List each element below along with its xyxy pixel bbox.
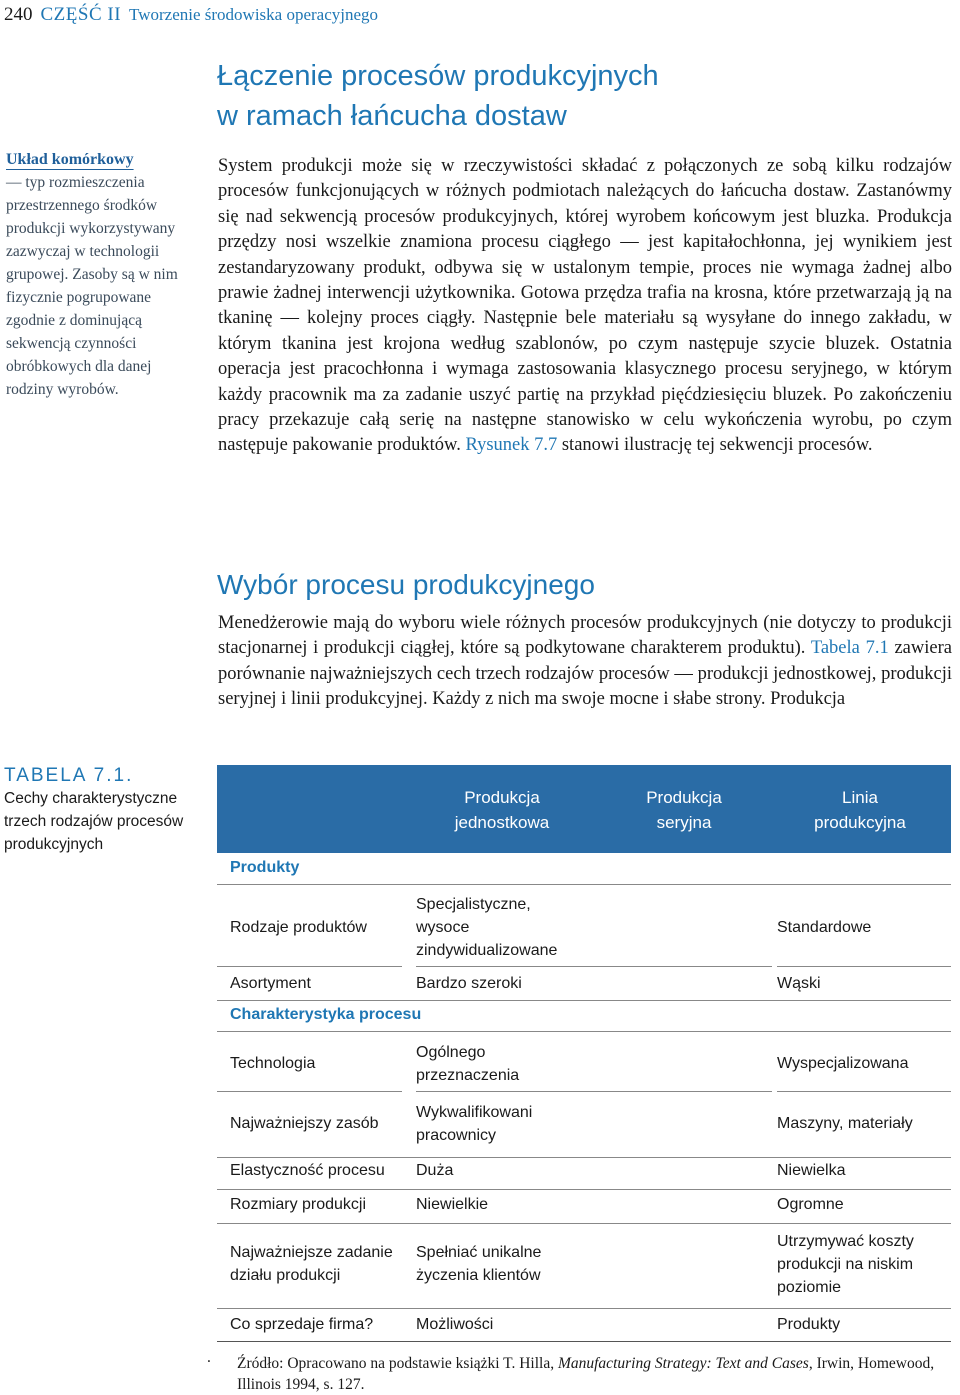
row-divider [217, 1189, 951, 1190]
cell-job-shop: Duża [416, 1162, 454, 1179]
row-divider [217, 1091, 402, 1092]
row-divider [217, 1031, 951, 1032]
table-bottom-rule [217, 1341, 951, 1342]
table-caption-text: Cechy charakterystyczne trzech rodzajów procesów produkcyjnych [4, 790, 184, 853]
table-row [217, 1159, 951, 1183]
cell-job-shop: Specjalistyczne, wysoce zindywidualizowane [416, 896, 558, 959]
table-row [217, 1041, 951, 1089]
paragraph-text: System produkcji może się w rzeczywistości składać z połączonych ze sobą kilku rodzajów procesów funkcjonujących w różnych podmiotach należących do łańcucha dostaw. Zastanówmy się nad sekwencją procesów produkcyjnych, której wyrobem końcowym jest bluzka. Produkcja przędzy nosi wszelkie znamiona procesu ciągłego — jest kapitałochłonna, jej wynikiem jest zestandaryzowany produkt, odbywa się w ustalonym tempie, proces nie wymaga żadnej albo prawie żadnej interwencji użytkownika. Gotowa przędza trafia na krosna, które przetwarzają ją na tkaninę — kolejny proces ciągły. Następnie bele materiału są wysyłane do innego zakładu, w którym tkanina jest krojona według szablonów, po czym następuje szycie bluzek. Ostatnia operacja jest pracochłonna i wymaga zastosowania klasycznego procesu seryjnego, w którym każdy pracownik ma za zadanie uszyć partię na przykład pięćdziesięciu bluzek. Po zakończeniu pracy przekazuje całą serię na następne stanowisko w celu wykończenia wyrobu, po czym następuje pakowanie produktów. [218, 156, 952, 456]
table-label: TABELA 7.1. [4, 765, 134, 786]
glossary-note [6, 148, 201, 401]
row-divider [217, 1157, 951, 1158]
cell-line: Wąski [777, 975, 821, 992]
cell-line: Standardowe [777, 919, 872, 936]
cell-line: Utrzymywać koszty produkcji na niskim poziomie [777, 1233, 914, 1296]
cell-line: Produkty [777, 1316, 841, 1333]
footnote-text [207, 1353, 947, 1395]
cell-job-shop: Wykwalifikowani pracownicy [416, 1104, 533, 1144]
paragraph-text-end: zawiera porównanie najważniejszych cech trzech rodzajów procesów — produkcji jednostkowej, produkcji seryjnej i linii produkcyjnej. Każdy z nich ma swoje mocne i słabe strony. Produkcja [218, 638, 952, 710]
section-label-process: Charakterystyka procesu [230, 1006, 422, 1023]
source-footnote [207, 1349, 947, 1395]
table-row [217, 1193, 951, 1217]
cell-job-shop: Bardzo szeroki [416, 975, 522, 992]
column-header-line: Linia produkcyjna [814, 788, 906, 832]
cell-job-shop: Możliwości [416, 1316, 494, 1333]
row-divider [217, 884, 951, 885]
table-caption [4, 765, 204, 856]
table-header [217, 765, 951, 853]
glossary-definition: — typ rozmieszczenia przestrzennego środków produkcji wykorzystywany zazwyczaj w technologii grupowej. Zasoby są w nim fizycznie pogrupowane zgodnie z dominującą sekwencją czynności obróbkowych dla danej rodziny wyrobów. [6, 174, 178, 398]
section-heading-supply-chain [217, 56, 917, 136]
column-header-batch: Produkcja seryjna [646, 788, 722, 832]
row-divider [217, 1000, 951, 1001]
row-label: Asortyment [230, 975, 311, 992]
cell-line: Ogromne [777, 1196, 844, 1213]
row-divider [416, 966, 772, 967]
heading-line-2: w ramach łańcucha dostaw [217, 100, 567, 132]
glossary-term: Układ komórkowy [6, 151, 134, 168]
cell-job-shop: Niewielkie [416, 1196, 489, 1213]
row-label: Najważniejsze zadanie działu produkcji [230, 1244, 393, 1284]
footnote-marker: . [207, 1349, 211, 1366]
cell-job-shop: Ogólnego przeznaczenia [416, 1044, 520, 1084]
paragraph-text-end: stanowi ilustrację tej sekwencji procesów. [557, 435, 873, 456]
footnote-prefix: Źródło: Opracowano na podstawie książki T. Hilla, [237, 1355, 558, 1372]
row-label: Rodzaje produktów [230, 919, 367, 936]
page-number: 240 [4, 4, 33, 25]
cell-line: Wyspecjalizowana [777, 1055, 909, 1072]
row-label: Elastyczność procesu [230, 1162, 385, 1179]
footnote-book-title: Manufacturing Strategy: Text and Cases [557, 1355, 809, 1372]
table-row [217, 972, 951, 996]
footnote-suffix: , Irwin, Homewood, Illinois 1994, s. 127. [237, 1355, 935, 1393]
row-divider [416, 1091, 772, 1092]
section-heading-process-choice: Wybór procesu produkcyjnego [217, 569, 595, 600]
table-reference-link[interactable]: Tabela 7.1 [810, 638, 889, 659]
row-label: Najważniejszy zasób [230, 1115, 379, 1132]
column-header-job-shop: Produkcja jednostkowa [454, 788, 550, 832]
cell-line: Niewielka [777, 1162, 846, 1179]
comparison-table [217, 765, 951, 1333]
row-label: Technologia [230, 1055, 316, 1072]
heading-line-1: Łączenie procesów produkcyjnych [217, 60, 659, 92]
table-row [217, 1101, 951, 1149]
body-paragraph-2 [218, 611, 952, 713]
figure-reference-link[interactable]: Rysunek 7.7 [465, 435, 558, 456]
part-label: CZĘŚĆ II [40, 4, 122, 25]
row-divider [217, 1308, 951, 1309]
row-divider [217, 1223, 951, 1224]
row-divider [777, 1091, 951, 1092]
cell-line: Maszyny, materiały [777, 1115, 913, 1132]
row-divider [217, 966, 402, 967]
part-title: Tworzenie środowiska operacyjnego [129, 5, 379, 24]
cell-job-shop: Spełniać unikalne życzenia klientów [416, 1244, 542, 1284]
row-label: Co sprzedaje firma? [230, 1316, 374, 1333]
running-head [4, 4, 378, 26]
row-label: Rozmiary produkcji [230, 1196, 367, 1213]
table-row [217, 1313, 951, 1337]
table-row [217, 893, 951, 963]
row-divider [777, 966, 951, 967]
paragraph-text: Menedżerowie mają do wyboru wiele różnych procesów produkcyjnych (nie dotyczy to produkcji stacjonarnej i produkcji ciągłej, które są podkytowane charakterem produktu). [218, 613, 952, 659]
body-paragraph-1 [218, 154, 952, 459]
table-row [217, 1230, 951, 1300]
section-label-products: Produkty [230, 859, 300, 876]
